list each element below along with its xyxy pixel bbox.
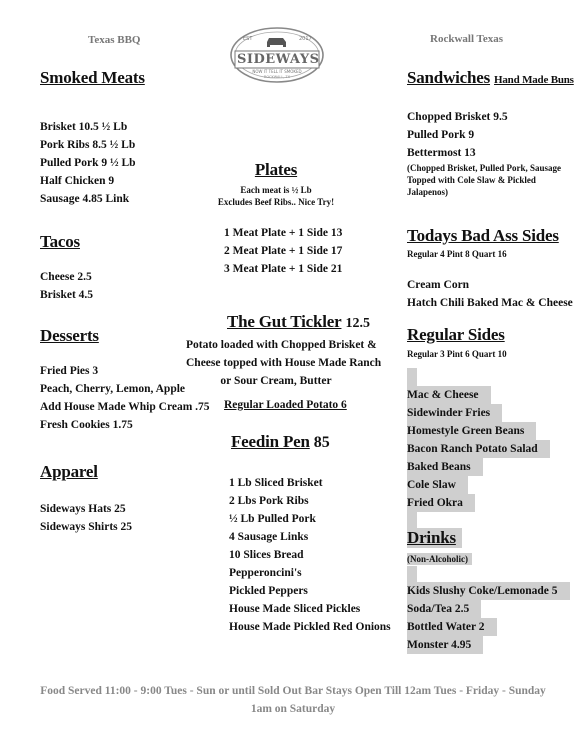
menu-item: Soda/Tea 2.5 xyxy=(407,600,481,618)
header-left-tag: Texas BBQ xyxy=(88,34,141,46)
menu-item: 1 Lb Sliced Brisket xyxy=(229,477,323,489)
drinks-heading xyxy=(407,528,462,548)
sandwiches-heading xyxy=(407,68,574,88)
menu-item: Mac & Cheese xyxy=(407,386,491,404)
logo-text: SIDEWAYS xyxy=(237,52,320,67)
menu-item: 2 Meat Plate + 1 Side 17 xyxy=(224,245,343,257)
apparel-list xyxy=(40,500,132,536)
drinks-subtitle: (Non-Alcoholic) xyxy=(407,553,472,565)
bad-ass-sides-list xyxy=(407,276,573,312)
regular-sides-sizes: Regular 3 Pint 6 Quart 10 xyxy=(407,349,507,359)
logo-tagline: NOW IT TELL IT SMOKED xyxy=(252,69,302,74)
plates-note-1: Each meat is ½ Lb xyxy=(240,185,312,195)
menu-item: Pulled Pork 9 ½ Lb xyxy=(40,157,136,169)
menu-item: Cream Corn xyxy=(407,279,470,291)
feedin-pen-heading xyxy=(231,432,330,452)
menu-item: Pork Ribs 8.5 ½ Lb xyxy=(40,139,136,151)
menu-item: Sausage 4.85 Link xyxy=(40,193,130,205)
menu-item: Brisket 4.5 xyxy=(40,289,94,301)
menu-item: 10 Slices Bread xyxy=(229,549,304,561)
menu-item: Homestyle Green Beans xyxy=(407,422,536,440)
sandwich-note-2: Topped with Cole Slaw & Pickled xyxy=(407,175,536,185)
gut-tickler-price: 12.5 xyxy=(345,316,370,331)
footer-hours-1: Food Served 11:00 - 9:00 Tues - Sun or until Sold Out Bar Stays Open Till 12am Tues - Friday - Sunday xyxy=(40,685,546,697)
menu-item: Half Chicken 9 xyxy=(40,175,115,187)
sandwich-note-1: (Chopped Brisket, Pulled Pork, Sausage xyxy=(407,163,562,173)
menu-item: Sidewinder Fries xyxy=(407,404,502,422)
gut-tickler-desc-3: or Sour Cream, Butter xyxy=(220,375,332,387)
menu-item: Chopped Brisket 9.5 xyxy=(407,111,508,123)
menu-item: Pulled Pork 9 xyxy=(407,129,475,141)
menu-item: Brisket 10.5 ½ Lb xyxy=(40,121,128,133)
plates-note-2: Excludes Beef Ribs.. Nice Try! xyxy=(217,197,335,207)
highlight-block xyxy=(407,566,417,582)
gut-tickler-desc-1: Potato loaded with Chopped Brisket & xyxy=(186,339,377,351)
logo-year: 2017 xyxy=(299,36,312,42)
menu-item: Fresh Cookies 1.75 xyxy=(40,419,133,431)
menu-item: House Made Sliced Pickles xyxy=(229,603,361,615)
bad-ass-sides-title: Todays Bad Ass Sides xyxy=(407,226,559,245)
plates-list xyxy=(224,224,342,278)
sandwich-note-3: Jalapenos) xyxy=(407,187,449,197)
menu-item: Fried Pies 3 xyxy=(40,365,99,377)
menu-item: Add House Made Whip Cream .75 xyxy=(40,401,210,413)
menu-item: Hatch Chili Baked Mac & Cheese xyxy=(407,297,573,309)
regular-sides-title: Regular Sides xyxy=(407,325,505,344)
feedin-pen-list xyxy=(229,474,391,636)
feedin-pen-price: 85 xyxy=(313,434,330,451)
gut-tickler-heading xyxy=(227,312,370,333)
footer-hours-2: 1am on Saturday xyxy=(250,703,336,715)
sandwiches-list xyxy=(407,108,561,198)
menu-item: Cole Slaw xyxy=(407,476,468,494)
smoked-meats-list xyxy=(40,118,136,208)
menu-item: Pickled Peppers xyxy=(229,585,308,597)
apparel-title: Apparel xyxy=(40,462,98,481)
menu-item: Baked Beans xyxy=(407,458,483,476)
desserts-title: Desserts xyxy=(40,326,99,345)
menu-item: Kids Slushy Coke/Lemonade 5 xyxy=(407,582,570,600)
gut-tickler-title: The Gut Tickler xyxy=(227,312,342,331)
logo-location: ROCKWALL, TX xyxy=(263,75,291,79)
menu-item: Monster 4.95 xyxy=(407,636,483,654)
menu-item: 3 Meat Plate + 1 Side 21 xyxy=(224,263,343,275)
gut-tickler-desc-2: Cheese topped with House Made Ranch xyxy=(186,357,382,369)
regular-loaded-potato: Regular Loaded Potato 6 xyxy=(224,399,347,411)
smoked-meats-title: Smoked Meats xyxy=(40,68,145,87)
bad-ass-sides-sizes: Regular 4 Pint 8 Quart 16 xyxy=(407,249,507,259)
sideways-logo xyxy=(229,26,325,84)
menu-item: House Made Pickled Red Onions xyxy=(229,621,391,633)
menu-item: 1 Meat Plate + 1 Side 13 xyxy=(224,227,343,239)
drinks-title: Drinks xyxy=(407,528,456,547)
menu-item: Peach, Cherry, Lemon, Apple xyxy=(40,383,186,395)
menu-item: Bacon Ranch Potato Salad xyxy=(407,440,550,458)
menu-item: Pepperoncini's xyxy=(229,567,302,579)
menu-item: Cheese 2.5 xyxy=(40,271,92,283)
plates-title: Plates xyxy=(254,160,298,179)
drinks-list xyxy=(407,566,570,654)
menu-item: Bettermost 13 xyxy=(407,147,476,159)
header-right-tag: Rockwall Texas xyxy=(430,33,504,45)
tacos-title: Tacos xyxy=(40,232,80,251)
feedin-pen-title: Feedin Pen xyxy=(231,432,310,451)
desserts-list xyxy=(40,362,210,434)
menu-item: Sideways Shirts 25 xyxy=(40,521,133,533)
logo-est: EST xyxy=(243,36,253,42)
sandwiches-title: Sandwiches xyxy=(407,68,491,87)
menu-item: 2 Lbs Pork Ribs xyxy=(229,495,309,507)
menu-item: Sideways Hats 25 xyxy=(40,503,126,515)
menu-item: 4 Sausage Links xyxy=(229,531,309,543)
regular-sides-list xyxy=(407,368,550,548)
menu-item: Fried Okra xyxy=(407,494,475,512)
menu-item: ½ Lb Pulled Pork xyxy=(229,513,316,525)
menu-item: Bottled Water 2 xyxy=(407,618,497,636)
sandwiches-subtitle: Hand Made Buns xyxy=(494,74,574,86)
highlight-block xyxy=(407,368,417,386)
tacos-list xyxy=(40,268,93,304)
